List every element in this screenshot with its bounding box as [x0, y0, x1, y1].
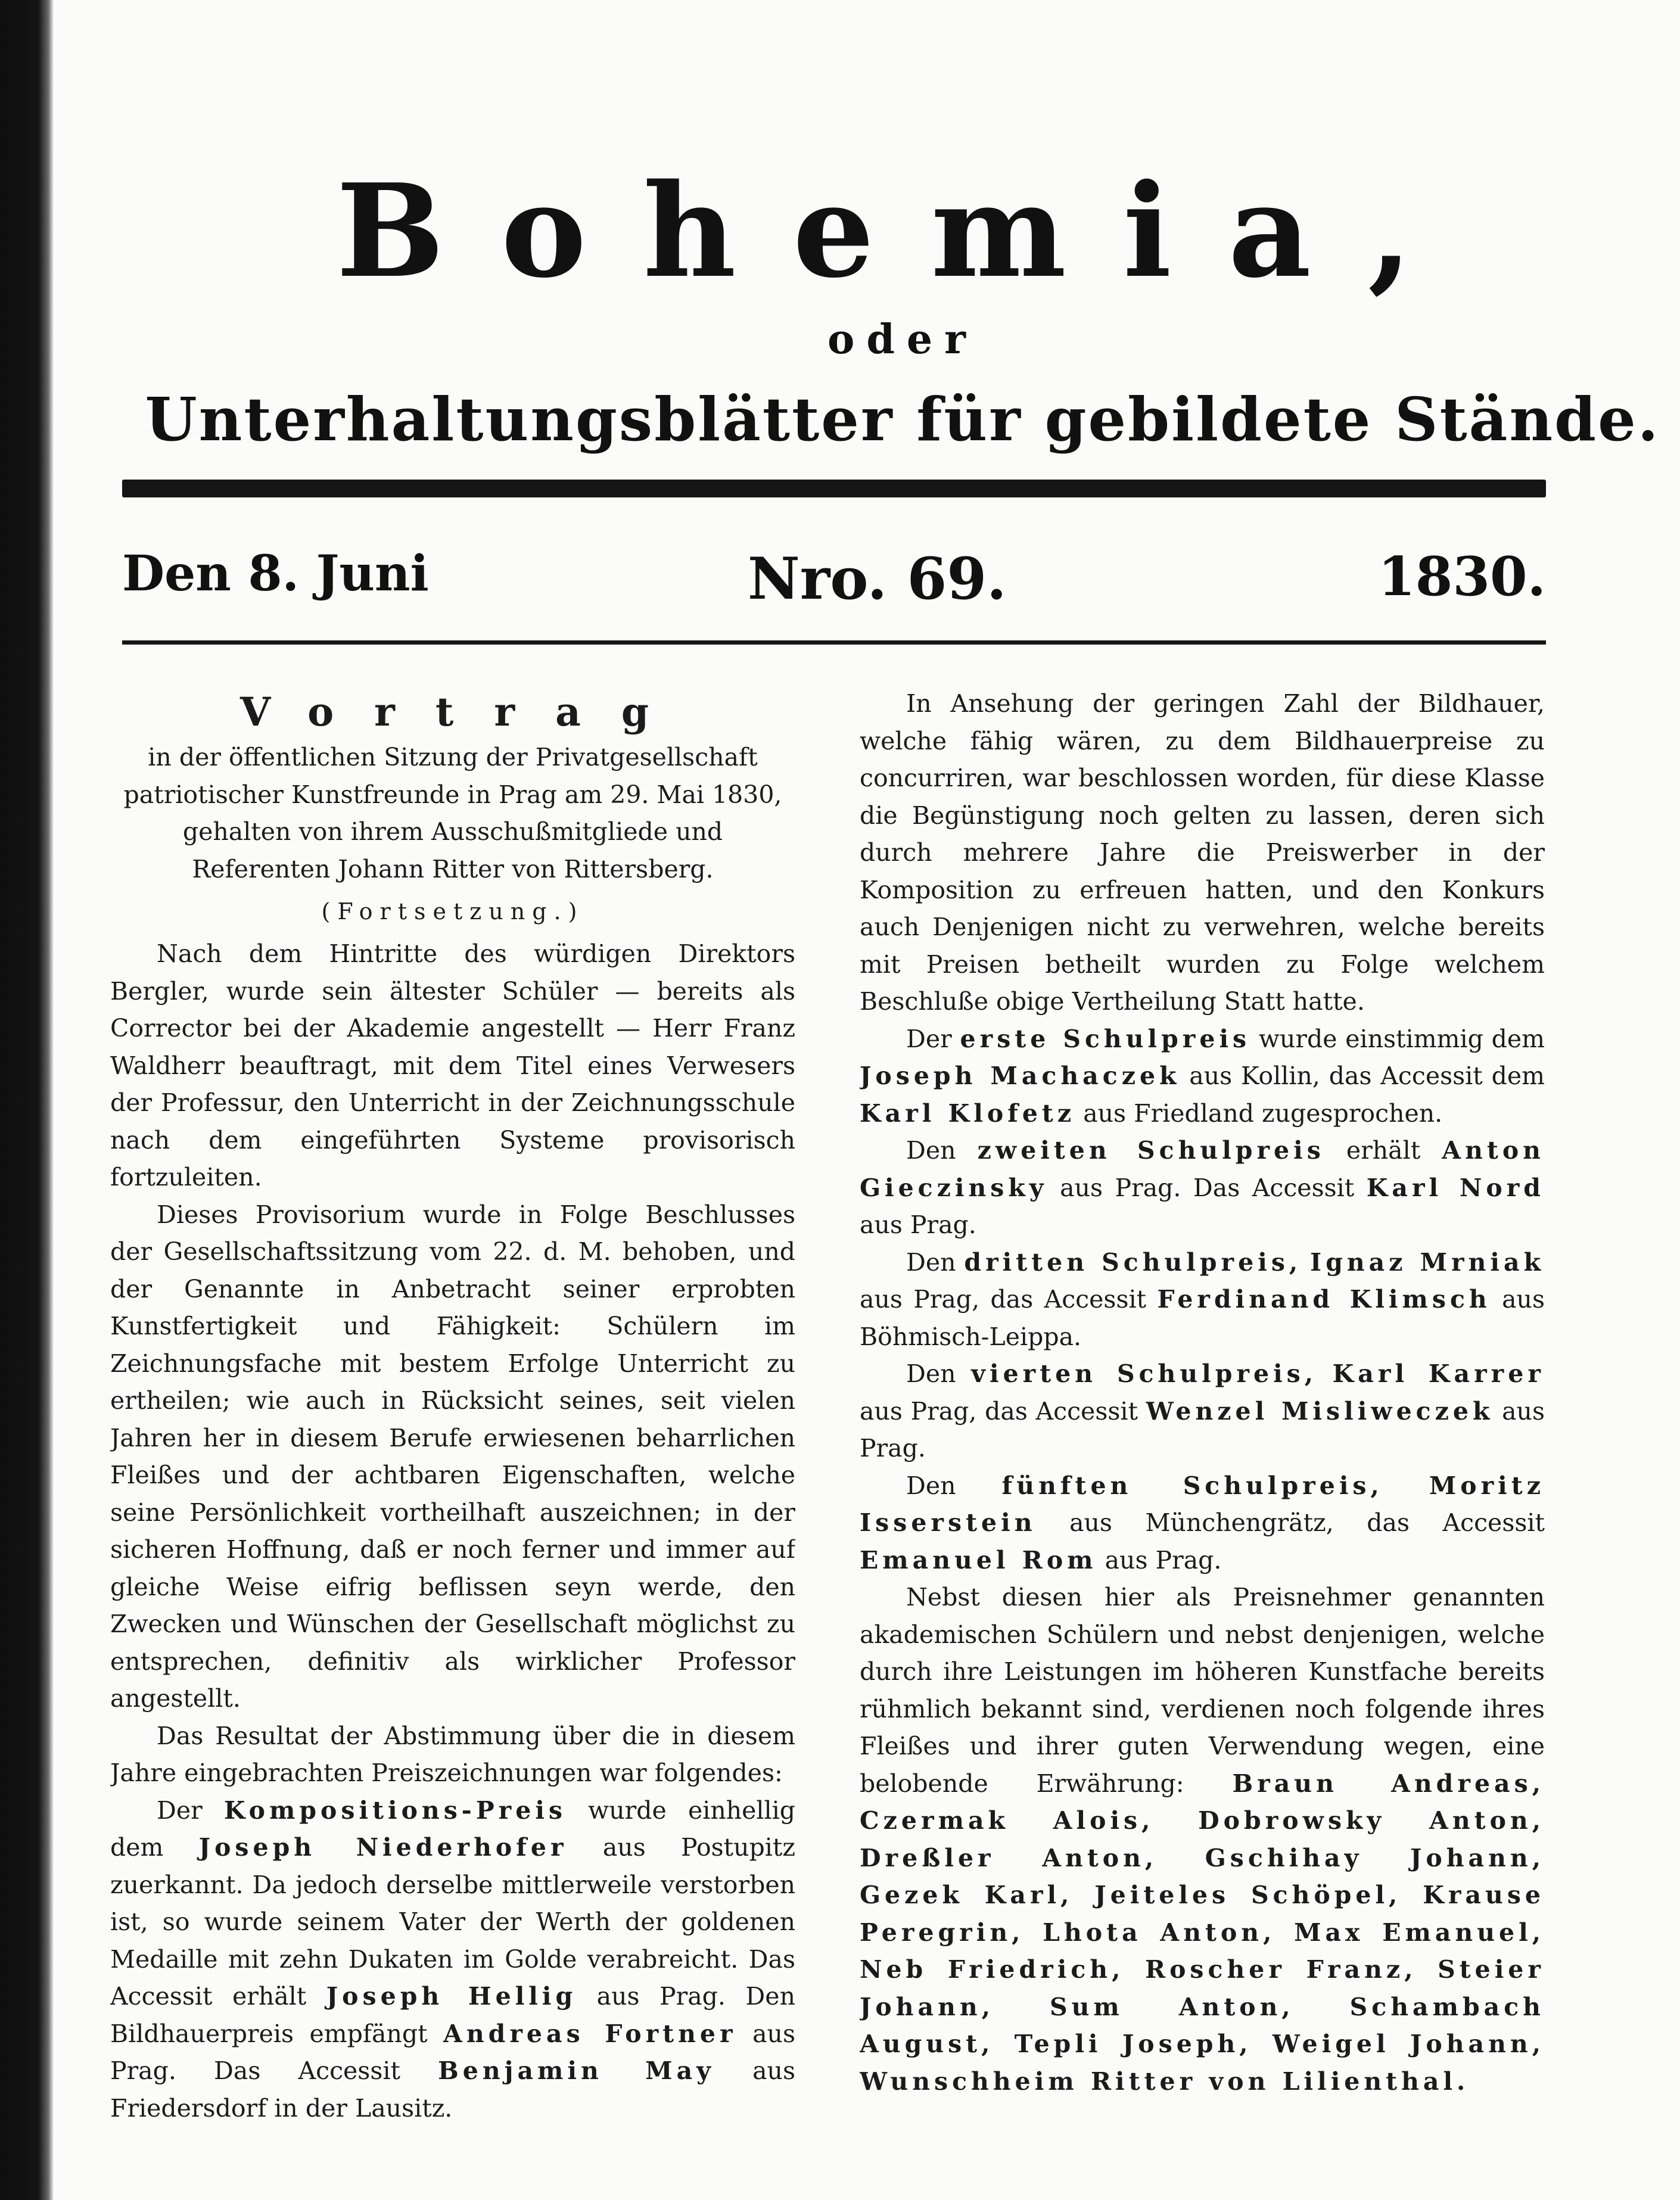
praise-names: Braun Andreas, Czermak Alois, Dobrowsky Anton, Dreßler Anton, Gschihay Johann, Gezek Karl, Jeiteles Schöpel, Krause Peregrin, Lhota Anton, Max Emanuel, Neb Friedrich, Roscher Franz, Steier Johann, Sum Anton, Schambach August, Tepli Joseph, Weigel Johann, Wunschheim Ritter von Lilienthal. — [860, 1769, 1545, 2096]
dateline-rule — [122, 640, 1546, 645]
paragraph-prize-5 — [860, 1467, 1545, 1579]
continuation-note: (Fortsetzung.) — [321, 898, 584, 925]
person-name: Karl Nord — [1366, 1173, 1545, 1202]
person-name: Ferdinand Klimsch — [1157, 1285, 1491, 1314]
paragraph-prize-3 — [860, 1244, 1545, 1356]
text: wurde einstimmig dem — [1258, 1024, 1545, 1053]
paragraph: In Ansehung der geringen Zahl der Bildhauer, welche fähig wären, zu dem Bildhauerpreise zu concurriren, war beschlossen worden, für diese Klasse die Begünstigung noch gelten zu lassen, deren sich durch mehrere Jahre die Preiswerber in der Komposition zu erfreuen hatten, und den Konkurs auch Denjenigen nicht zu verwehren, welche bereits mit Preisen betheilt wurden zu Folge welchem Beschluße obige Vertheilung Statt hatte. — [860, 689, 1545, 1016]
text: Der — [157, 1796, 203, 1825]
paragraph: Dieses Provisorium wurde in Folge Beschlusses der Gesellschaftssitzung vom 22. d. M. behoben, und der Genannte in Anbetracht seiner erprobten Kunstfertigkeit und Fähigkeit: Schülern im Zeichnungsfache mit bestem Erfolge Unterricht zu ertheilen; wie auch in Rücksicht seines, seit vielen Jahren her in diesem Berufe erwiesenen beharrlichen Fleißes und der achtbaren Eigenschaften, welche seine Persönlichkeit vortheilhaft auszeichnen; in der sicheren Hoffnung, daß er noch ferner und immer auf gleiche Weise eifrig beflissen seyn werde, den Zwecken und Wünschen der Gesellschaft möglichst zu entsprechen, definitiv als wirklicher Professor angestellt. — [110, 1200, 795, 1713]
text: aus Kollin, das Accessit dem — [1189, 1062, 1545, 1090]
dateline — [122, 545, 1546, 617]
text: Den — [906, 1359, 956, 1388]
masthead-title: Bohemia, — [336, 155, 1469, 306]
prize-name: Kompositions-Preis — [223, 1796, 567, 1825]
paragraph-prize-2 — [860, 1132, 1545, 1244]
prize-name: erste Schulpreis — [960, 1024, 1251, 1053]
person-name: Benjamin May — [438, 2056, 715, 2085]
text: aus Münchengrätz, das Accessit — [1069, 1508, 1545, 1537]
text: aus Prag. Das Accessit — [1060, 1173, 1355, 1202]
scan-binding-edge — [0, 0, 54, 2200]
issue-number: Nro. 69. — [748, 545, 1007, 612]
text: aus Prag. Das Accessit — [110, 2019, 795, 2085]
article-heading: Vortrag — [239, 689, 690, 735]
paragraph-komposition — [110, 1792, 795, 2127]
person-name: Joseph Machaczek — [860, 1062, 1181, 1090]
text: aus Friedersdorf in der Lausitz. — [110, 2056, 795, 2123]
person-name: Anton Gieczinsky — [860, 1136, 1545, 1202]
text: aus Prag, das Accessit — [860, 1285, 1147, 1314]
masthead-subtitle: Unterhaltungsblätter für gebildete Stände. — [145, 384, 1660, 455]
paragraph: Nach dem Hintritte des würdigen Direktors Bergler, wurde sein ältester Schüler — bereits als Corrector bei der Akademie angestellt — Herr Franz Waldherr beauftragt, mit dem Titel eines Verwesers der Professur, den Unterricht in der Zeichnungsschule nach dem eingeführten Systeme provisorisch fortzuleiten. — [110, 939, 795, 1191]
text: aus Postupitz zuerkannt. Da jedoch derselbe mittlerweile verstorben ist, so wurde seinem Vater der Werth der goldenen Medaille mit zehn Dukaten im Golde verabreicht. Das Accessit erhält — [110, 1833, 795, 2011]
person-name: Karl Klofetz — [860, 1099, 1076, 1128]
issue-year: 1830. — [1378, 545, 1546, 608]
person-name: Ignaz Mrniak — [1310, 1247, 1545, 1277]
text: aus Prag. — [860, 1211, 976, 1239]
text: erhält — [1346, 1136, 1421, 1165]
article-subheading: in der öffentlichen Sitzung der Privatgesellschaft patriotischer Kunstfreunde in Prag am 29. Mai 1830, gehalten von ihrem Ausschußmitgliede und Referenten Johann Ritter von Rittersberg. — [123, 743, 782, 883]
column-left — [110, 685, 795, 2127]
person-name: Joseph Niederhofer — [198, 1833, 568, 1862]
text: Der — [906, 1024, 952, 1053]
prize-name: vierten Schulpreis, — [971, 1359, 1318, 1388]
newspaper-page — [54, 0, 1680, 2200]
person-name: Andreas Fortner — [443, 2019, 737, 2048]
paragraph-prize-1 — [860, 1020, 1545, 1132]
prize-name: fünften Schulpreis, — [1001, 1471, 1383, 1500]
text: Den — [906, 1247, 956, 1277]
masthead-rule-thick — [122, 480, 1546, 497]
text: aus Prag. — [1105, 1545, 1222, 1574]
prize-name: dritten Schulpreis, — [964, 1247, 1302, 1277]
masthead-oder: oder — [827, 316, 978, 363]
paragraph-praise — [860, 1579, 1545, 2100]
prize-name: zweiten Schulpreis — [977, 1136, 1325, 1165]
paragraph-prize-4 — [860, 1355, 1545, 1467]
text: aus Böhmisch-Leippa. — [860, 1285, 1545, 1351]
text: aus Prag, das Accessit — [860, 1396, 1138, 1426]
text: Den — [906, 1136, 956, 1165]
issue-date: Den 8. Juni — [122, 545, 429, 602]
text: aus Friedland zugesprochen. — [1083, 1099, 1443, 1128]
person-name: Emanuel Rom — [860, 1545, 1097, 1574]
text: Nebst diesen hier als Preisnehmer genannten akademischen Schülern und nebst denjenigen, welche durch ihre Leistungen im höheren Kunstfache bereits rühmlich bekannt sind, verdienen noch folgende ihres Fleißes und ihrer guten Verwendung wegen, eine belobende Erwährung: — [860, 1583, 1545, 1798]
person-name: Karl Karrer — [1332, 1359, 1545, 1388]
person-name: Moritz Isserstein — [860, 1471, 1545, 1537]
column-right — [860, 685, 1545, 2127]
paragraph: Das Resultat der Abstimmung über die in diesem Jahre eingebrachten Preiszeichnungen war folgendes: — [110, 1721, 795, 1787]
text: Den — [906, 1471, 956, 1500]
person-name: Joseph Hellig — [326, 1982, 577, 2011]
person-name: Wenzel Misliweczek — [1146, 1396, 1494, 1426]
text: aus Prag. Den Bildhauerpreis empfängt — [110, 1982, 795, 2048]
text: aus Prag. — [860, 1396, 1545, 1462]
text: wurde einhellig dem — [110, 1796, 795, 1862]
